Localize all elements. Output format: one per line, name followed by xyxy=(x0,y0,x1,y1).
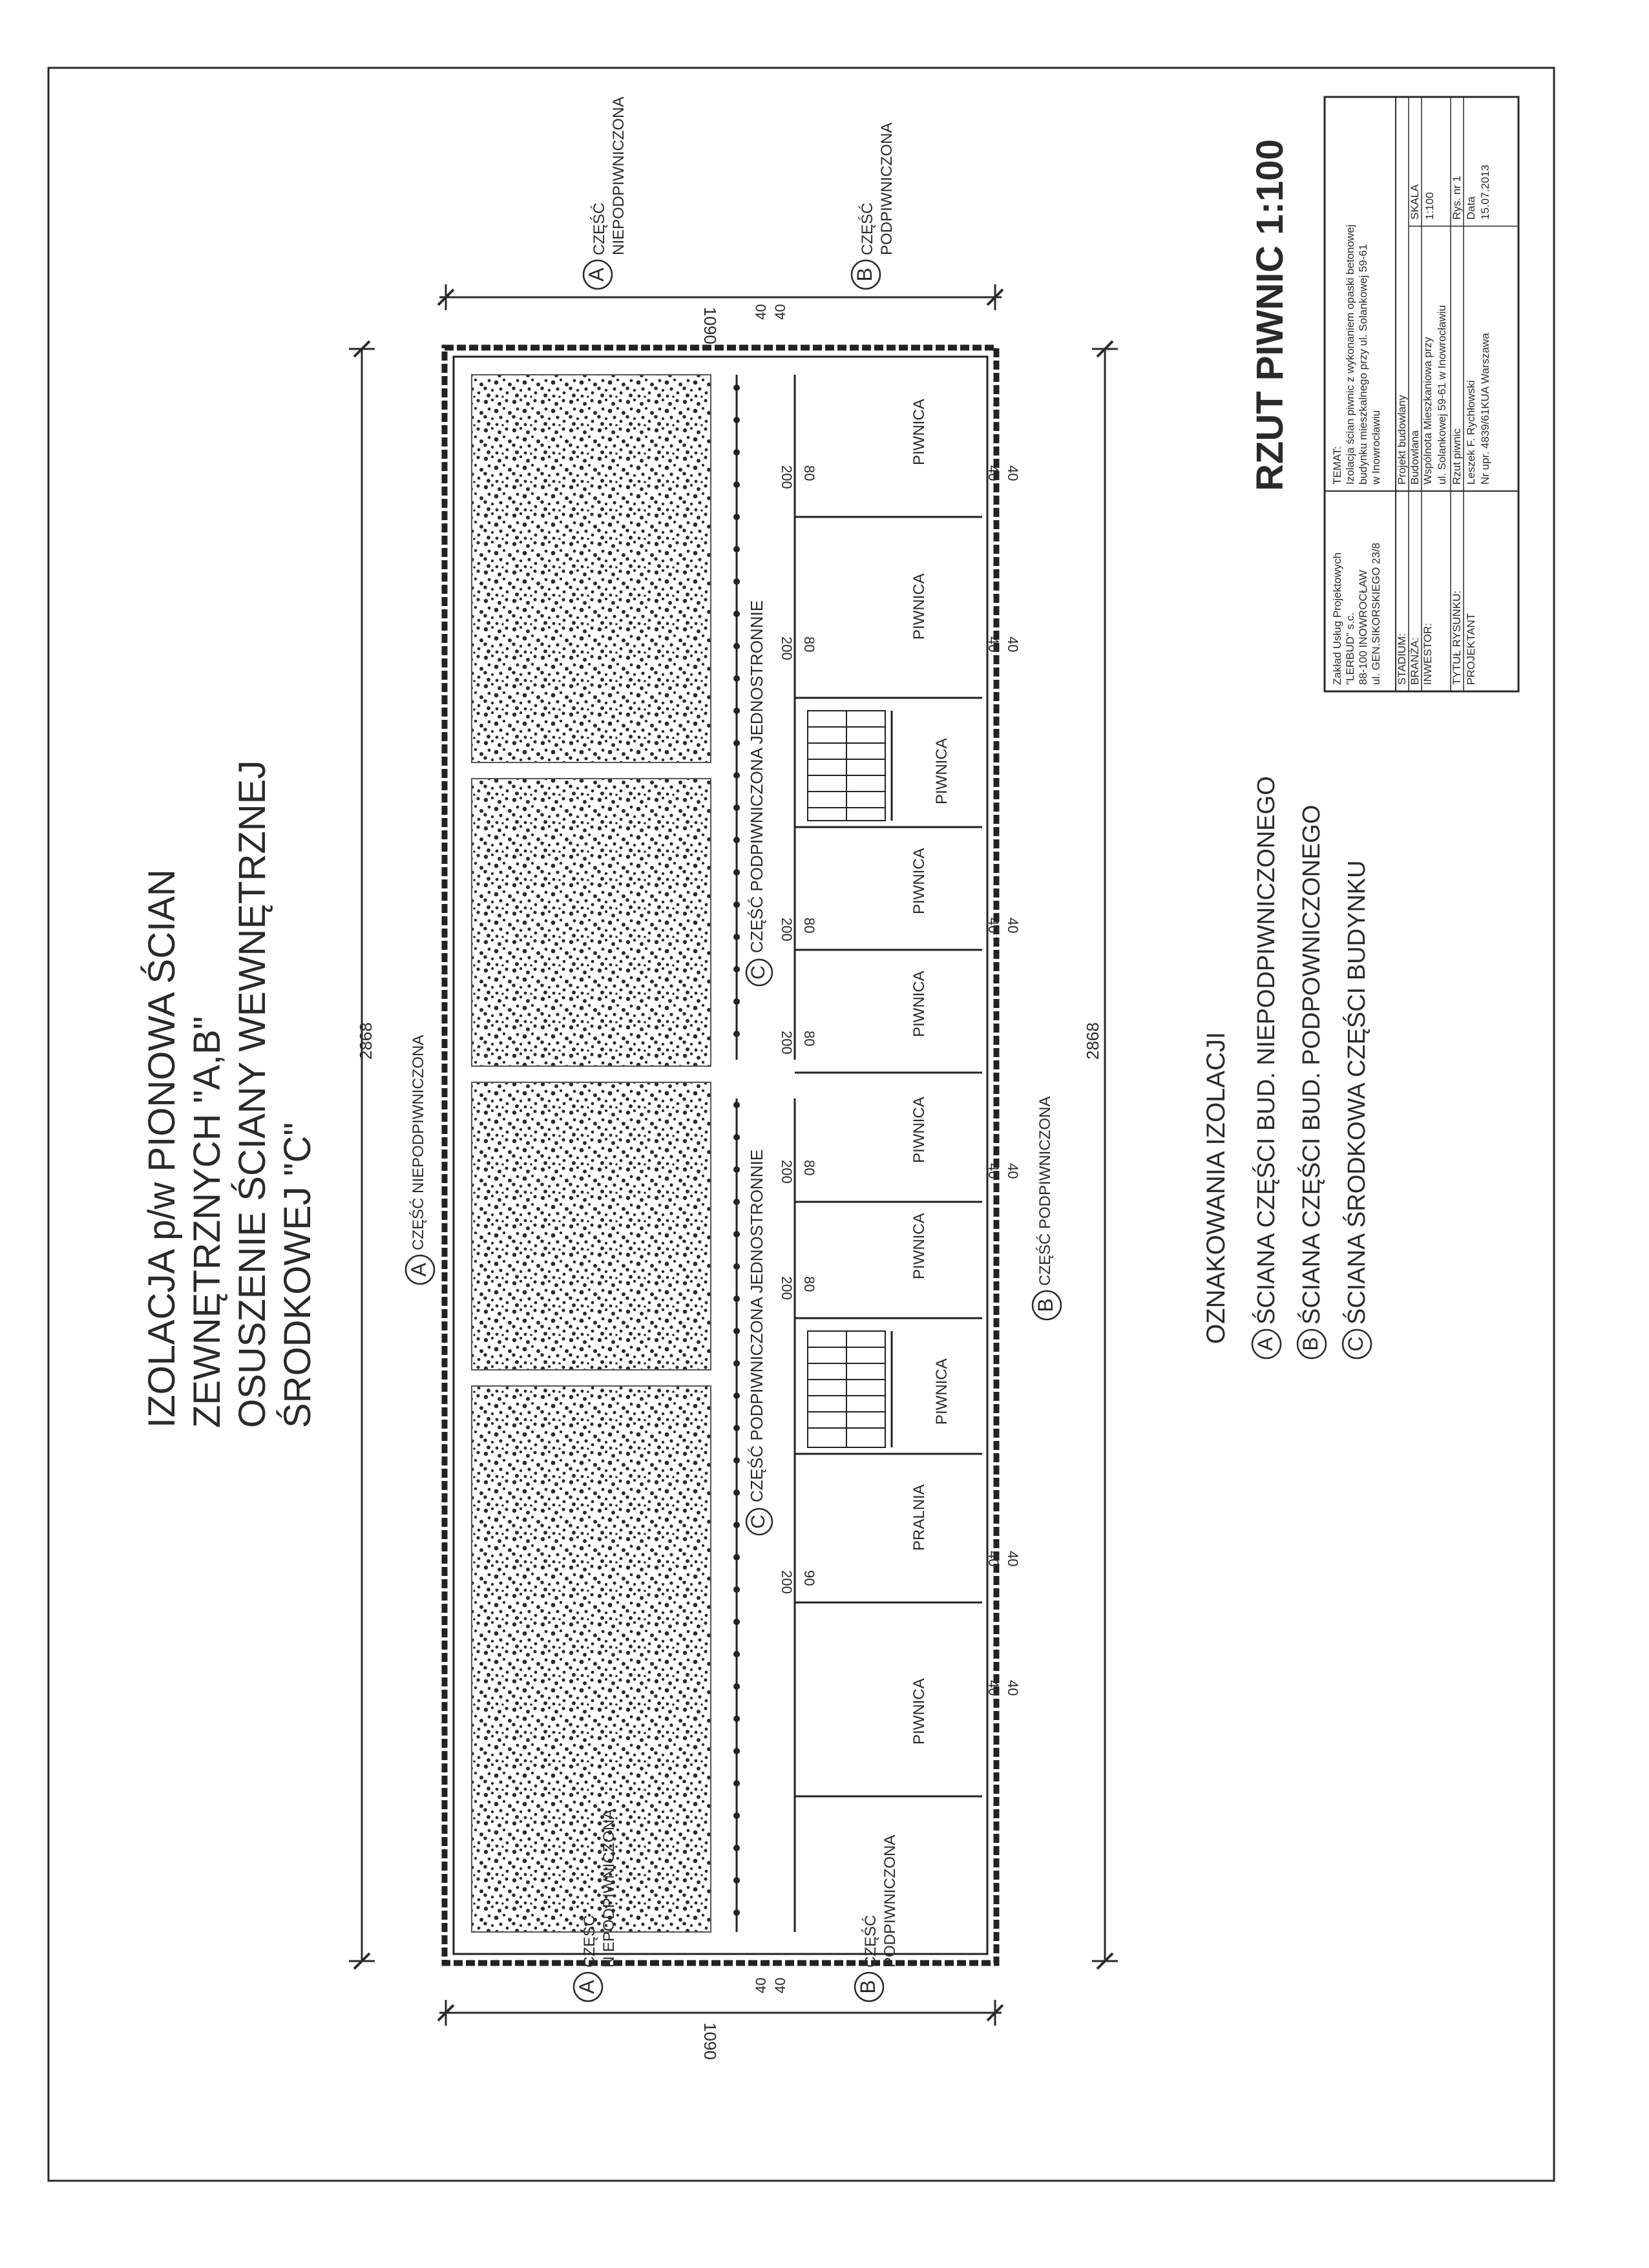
corridor-dot xyxy=(733,837,740,843)
corridor-dot xyxy=(733,1780,740,1787)
staircase-lower xyxy=(808,1331,885,1447)
temat-label: TEMAT: xyxy=(1331,446,1343,485)
room-label: PIWNICA xyxy=(910,1678,928,1745)
corridor-dot xyxy=(733,1392,740,1399)
legend-letter-c: C xyxy=(1344,1336,1367,1352)
svg-text:40: 40 xyxy=(1005,1551,1021,1567)
svg-text:200: 200 xyxy=(779,1160,795,1184)
svg-text:80: 80 xyxy=(801,1031,817,1047)
branza-label: BRANŻA: xyxy=(1409,637,1421,685)
svg-text:40: 40 xyxy=(1005,1163,1021,1179)
svg-text:40: 40 xyxy=(772,1977,788,1993)
skala-value: 1:100 xyxy=(1423,192,1436,220)
tytul-label: TYTUŁ RYSUNKU: xyxy=(1451,590,1463,685)
corridor-dot xyxy=(733,1425,740,1431)
corridor-dot xyxy=(733,578,740,585)
marker-c-lower-letter: C xyxy=(748,1515,769,1529)
room-label: PIWNICA xyxy=(910,848,928,914)
corridor-dot xyxy=(733,417,740,423)
data-label: Data xyxy=(1465,196,1477,220)
corridor-dot xyxy=(733,1586,740,1593)
skala-label: SKALA xyxy=(1409,184,1421,220)
corridor-dot xyxy=(733,675,740,682)
temat-line-2: budynku mieszkalnego przy ul. Solankowej 59-61 xyxy=(1357,244,1369,485)
projektant-name: Leszek F. Rychłowski xyxy=(1465,380,1477,485)
room-label: PIWNICA xyxy=(910,573,928,640)
inwestor-label: INWESTOR: xyxy=(1422,622,1434,685)
svg-text:40: 40 xyxy=(1005,636,1021,653)
gravel-area-3 xyxy=(472,1082,711,1370)
room-label: PIWNICA xyxy=(910,971,928,1037)
label-podpiwniczona-bottom: PODPIWNICZONA xyxy=(881,1834,899,1968)
wall-thickness-marks xyxy=(753,304,1021,1993)
drawing-title: RZUT PIWNIC 1:100 xyxy=(1249,139,1291,491)
svg-text:40: 40 xyxy=(985,465,1002,481)
marker-a-bottom-letter: A xyxy=(575,1980,598,1994)
label-niepodpiwniczona-top: NIEPODPIWNICZONA xyxy=(610,96,627,255)
room-label: PIWNICA xyxy=(910,399,928,465)
corridor-dot xyxy=(733,1457,740,1464)
svg-text:40: 40 xyxy=(985,918,1002,934)
corridor-dot xyxy=(733,1489,740,1496)
svg-text:200: 200 xyxy=(779,465,795,489)
corridor-dot xyxy=(733,772,740,779)
svg-text:40: 40 xyxy=(985,1551,1002,1567)
label-czesc-a-top: CZĘŚĆ xyxy=(591,202,608,255)
legend-item-a: ŚCIANA CZĘŚCI BUD. NIEPODPIWNICZONEGO xyxy=(1253,776,1280,1325)
label-podpiwniczona-top: PODPIWNICZONA xyxy=(878,122,896,255)
dimension-width-top-value: 1090 xyxy=(700,307,720,344)
corridor-dot xyxy=(733,384,740,391)
svg-text:40: 40 xyxy=(1005,465,1021,481)
svg-text:40: 40 xyxy=(753,1977,769,1993)
corridor-dot xyxy=(733,1231,740,1237)
marker-a-top-letter: A xyxy=(585,268,608,282)
room-partitions xyxy=(795,517,982,1796)
label-czesc-b-top: CZĘŚĆ xyxy=(859,202,876,255)
corridor-dot xyxy=(733,966,740,972)
svg-text:40: 40 xyxy=(753,304,769,320)
corridor-dot xyxy=(733,1877,740,1884)
data-value: 15.07.2013 xyxy=(1479,164,1491,220)
legend-item-c: ŚCIANA ŚRODKOWA CZĘŚCI BUDYNKU xyxy=(1343,860,1371,1325)
svg-text:200: 200 xyxy=(779,1276,795,1300)
corridor-dot xyxy=(733,1522,740,1528)
marker-b-bottom-letter: B xyxy=(856,1980,879,1994)
corridor-dot xyxy=(733,1909,740,1916)
corridor-dot xyxy=(733,1748,740,1754)
label-czesc-a-bottom: CZĘŚĆ xyxy=(581,1915,598,1968)
svg-text:200: 200 xyxy=(779,1031,795,1055)
room-label: PIWNICA xyxy=(910,1097,928,1163)
corridor-dot xyxy=(733,1166,740,1173)
door-dimensions xyxy=(779,465,817,1594)
svg-text:200: 200 xyxy=(779,636,795,660)
corridor-dot xyxy=(733,1102,740,1108)
gravel-area-4 xyxy=(472,1386,711,1932)
marker-a-left-letter: A xyxy=(407,1263,430,1277)
temat-line-3: w Inowrocławiu xyxy=(1370,410,1382,485)
staircase-upper xyxy=(808,711,885,821)
label-niepodpiwniczona-bottom: NIEPODPIWNICZONA xyxy=(600,1809,618,1968)
rys-number: Rys. nr 1 xyxy=(1451,175,1463,220)
marker-b-top-letter: B xyxy=(853,268,876,282)
dimension-width-bottom-value: 1090 xyxy=(700,2022,720,2060)
legend-title: OZNAKOWANIA IZOLACJI xyxy=(1202,1031,1230,1344)
svg-text:40: 40 xyxy=(985,636,1002,653)
corridor-dot xyxy=(733,1328,740,1334)
corridor-dot xyxy=(733,708,740,714)
gravel-area-1 xyxy=(472,375,711,762)
corridor-dot xyxy=(733,934,740,940)
corridor-dot xyxy=(733,1199,740,1205)
office-line-2: "LERBUD" s.c. xyxy=(1344,612,1356,685)
corridor-dot xyxy=(733,901,740,908)
tytul-value: Rzut piwnic xyxy=(1451,428,1463,485)
svg-text:40: 40 xyxy=(1005,918,1021,934)
corridor-dot xyxy=(733,1263,740,1270)
corridor-dot xyxy=(733,869,740,876)
svg-text:80: 80 xyxy=(801,465,817,481)
svg-text:200: 200 xyxy=(779,918,795,941)
corridor-dot xyxy=(733,643,740,649)
room-label: PIWNICA xyxy=(933,738,951,804)
office-line-3: 88-100 INOWROCŁAW xyxy=(1357,570,1369,685)
svg-text:40: 40 xyxy=(772,304,788,320)
part-a-label-left: CZĘŚĆ NIEPODPIWNICZONA xyxy=(410,1034,427,1250)
part-b-label-right: CZĘŚĆ PODPIWNICZONA xyxy=(1036,1096,1054,1286)
corridor-dot xyxy=(733,1845,740,1851)
legend-letter-a: A xyxy=(1254,1337,1277,1351)
part-c-label-lower: CZĘŚĆ PODPIWNICZONA JEDNOSTRONNIE xyxy=(747,1149,766,1502)
svg-text:90: 90 xyxy=(801,1570,817,1586)
dimension-length-right: 2868 xyxy=(1083,1022,1102,1060)
svg-text:40: 40 xyxy=(985,1680,1002,1696)
corridor-dot xyxy=(733,1619,740,1625)
svg-text:40: 40 xyxy=(1005,1680,1021,1696)
room-label: PIWNICA xyxy=(933,1358,951,1425)
svg-text:200: 200 xyxy=(779,1570,795,1594)
isolation-legend xyxy=(1202,776,1371,1358)
inwestor-line-2: ul. Solankowej 59-61 w Inowrocławiu xyxy=(1436,305,1448,485)
corridor-dot xyxy=(733,449,740,456)
svg-text:40: 40 xyxy=(985,1163,1002,1179)
projektant-label: PROJEKTANT xyxy=(1465,613,1477,685)
branza-value: Budowlana xyxy=(1409,430,1421,485)
corridor-dot xyxy=(733,1812,740,1819)
svg-text:80: 80 xyxy=(801,1160,817,1176)
corridor-dot xyxy=(733,998,740,1005)
corridor-dot xyxy=(733,1716,740,1722)
corridor-dot xyxy=(733,1554,740,1560)
title-block xyxy=(1325,97,1518,691)
marker-c-upper-letter: C xyxy=(748,965,769,980)
isolation-notes xyxy=(141,761,319,1428)
note-line-4: ŚRODKOWEJ "C" xyxy=(277,1122,319,1428)
corridor-dot xyxy=(733,611,740,617)
corridor-dot xyxy=(733,1651,740,1657)
sheet-border xyxy=(48,68,1554,2181)
floor-plan xyxy=(349,97,1118,2060)
inwestor-line-1: Wspólnota Mieszkaniowa przy xyxy=(1422,337,1434,485)
corridor-dot xyxy=(733,1360,740,1367)
corridor-dot xyxy=(733,481,740,488)
gravel-area-2 xyxy=(472,779,711,1066)
svg-text:80: 80 xyxy=(801,1276,817,1292)
stadium-label: STADIUM: xyxy=(1396,633,1408,685)
legend-item-b: ŚCIANA CZĘŚCI BUD. PODPOWNICZONEGO xyxy=(1298,804,1325,1325)
dimension-length-left: 2868 xyxy=(356,1022,375,1060)
svg-text:80: 80 xyxy=(801,918,817,934)
corridor-dot xyxy=(733,1134,740,1140)
corridor-dot xyxy=(733,1031,740,1037)
office-line-1: Zakład Usług Projektowych xyxy=(1331,552,1343,685)
room-label: PRALNIA xyxy=(910,1484,928,1551)
office-line-4: ul. GEN.SIKORSKIEGO 23/8 xyxy=(1370,542,1382,685)
corridor-dot xyxy=(733,1296,740,1302)
projektant-license: Nr upr. 4839/61KUA Warszawa xyxy=(1479,333,1491,485)
stadium-value: Projekt budowlany xyxy=(1396,395,1408,485)
note-line-3: OSUSZENIE ŚCIANY WEWNĘTRZNEJ xyxy=(231,760,273,1428)
corridor-dot xyxy=(733,546,740,552)
corridor-dot xyxy=(733,1683,740,1690)
part-c-label-upper: CZĘŚĆ PODPIWNICZONA JEDNOSTRONNIE xyxy=(747,600,766,953)
note-line-1: IZOLACJA p/w PIONOWA ŚCIAN xyxy=(141,869,183,1428)
label-czesc-b-bottom: CZĘŚĆ xyxy=(862,1915,879,1968)
legend-letter-b: B xyxy=(1299,1337,1322,1351)
marker-b-right-letter: B xyxy=(1034,1298,1057,1312)
note-line-2: ZEWNĘTRZNYCH "A,B" xyxy=(186,1016,228,1428)
svg-text:80: 80 xyxy=(801,636,817,653)
corridor-dot xyxy=(733,514,740,520)
room-label: PIWNICA xyxy=(910,1213,928,1279)
corridor-dot xyxy=(733,804,740,811)
temat-line-1: Izolacja ścian piwnic z wykonaniem opaski betonowej xyxy=(1344,224,1356,485)
corridor-dot xyxy=(733,740,740,746)
